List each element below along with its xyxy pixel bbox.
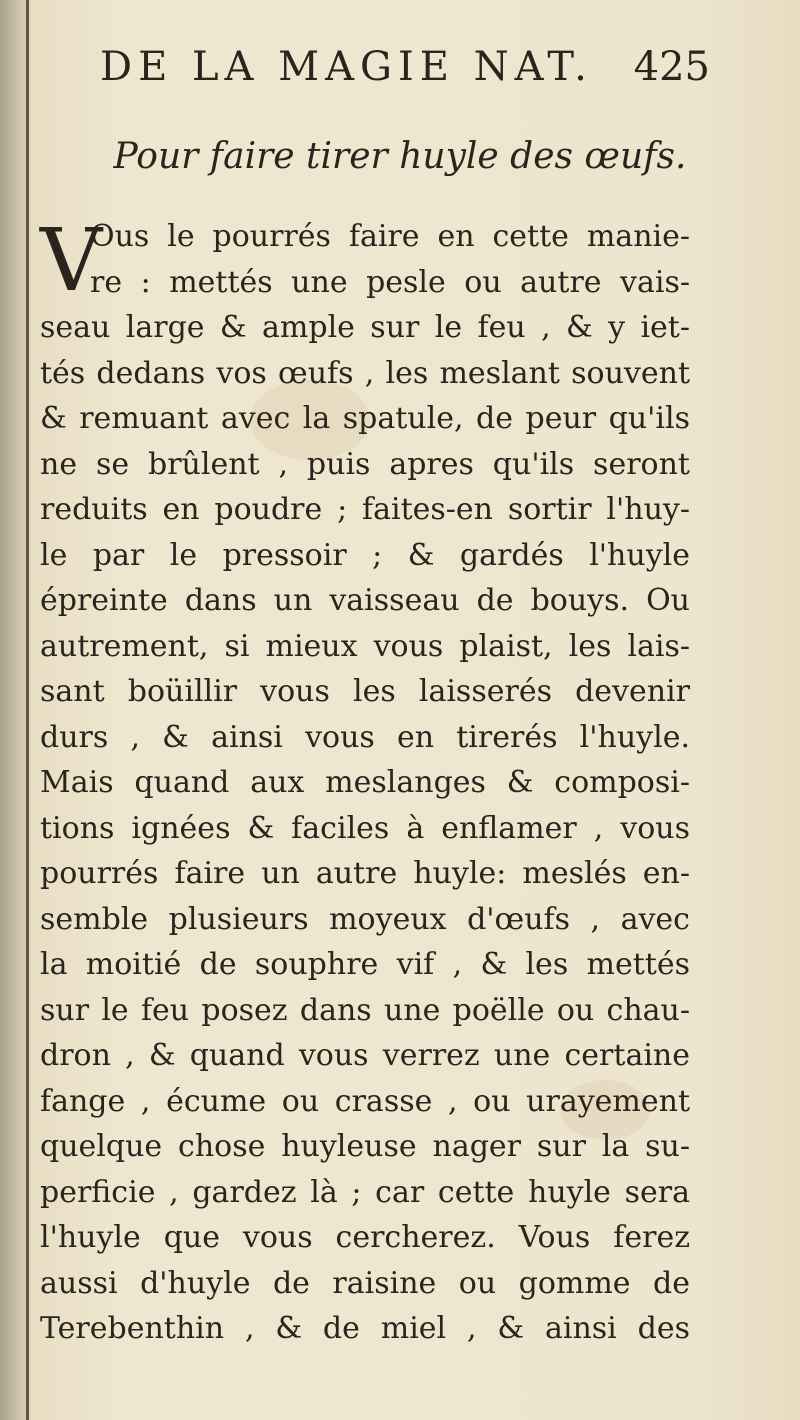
text-line: sur le feu posez dans une poëlle ou chau- bbox=[40, 992, 690, 1028]
running-head: DE LA MAGIE NAT. bbox=[100, 44, 593, 90]
text-line: sant boüillir vous les laisserés devenir bbox=[40, 674, 690, 709]
text-line: quelque chose huyleuse nager sur la su- bbox=[40, 1129, 690, 1164]
section-title: Pour faire tirer huyle des œufs. bbox=[113, 136, 687, 177]
text-line: perficie , gardez là ; car cette huyle sera bbox=[40, 1174, 690, 1210]
text-line: durs , & ainsi vous en tirerés l'huyle. bbox=[40, 719, 690, 755]
text-line: pourrés faire un autre huyle: meslés en- bbox=[40, 856, 690, 891]
text-line: tions ignées & faciles à enflamer , vous bbox=[40, 810, 690, 846]
text-line: reduits en poudre ; faites-en sortir l'huy- bbox=[40, 492, 690, 527]
text-line: le par le pressoir ; & gardés l'huyle bbox=[40, 537, 690, 573]
text-line: autrement, si mieux vous plaist, les lais- bbox=[40, 628, 690, 664]
text-line: & remuant avec la spatule, de peur qu'ils bbox=[40, 401, 690, 436]
drop-cap: V bbox=[40, 211, 103, 311]
text-line: fange , écume ou crasse , ou urayement bbox=[40, 1083, 690, 1119]
text-line: re : mettés une pesle ou autre vais- bbox=[90, 264, 690, 300]
page-number: 425 bbox=[633, 44, 710, 90]
text-line: Mais quand aux meslanges & composi- bbox=[40, 765, 690, 800]
body-text bbox=[40, 211, 690, 1352]
text-line: la moitié de souphre vif , & les mettés bbox=[40, 947, 690, 982]
text-line: l'huyle que vous cercherez. Vous ferez bbox=[40, 1220, 690, 1255]
text-line: tés dedans vos œufs , les meslant souvent bbox=[40, 355, 690, 391]
binding-edge bbox=[26, 0, 29, 1420]
page-header bbox=[100, 44, 710, 100]
text-line: dron , & quand vous verrez une certaine bbox=[40, 1038, 690, 1073]
text-line: semble plusieurs moyeux d'œufs , avec bbox=[40, 901, 690, 937]
text-line: aussi d'huyle de raisine ou gomme de bbox=[40, 1265, 690, 1301]
text-line: Ous le pourrés faire en cette manie- bbox=[90, 219, 690, 254]
text-line: seau large & ample sur le feu , & y iet- bbox=[40, 310, 690, 345]
text-line: ne se brûlent , puis apres qu'ils seront bbox=[40, 446, 690, 482]
text-line: Terebenthin , & de miel , & ainsi des bbox=[40, 1311, 690, 1346]
text-line: épreinte dans un vaisseau de bouys. Ou bbox=[40, 583, 690, 618]
